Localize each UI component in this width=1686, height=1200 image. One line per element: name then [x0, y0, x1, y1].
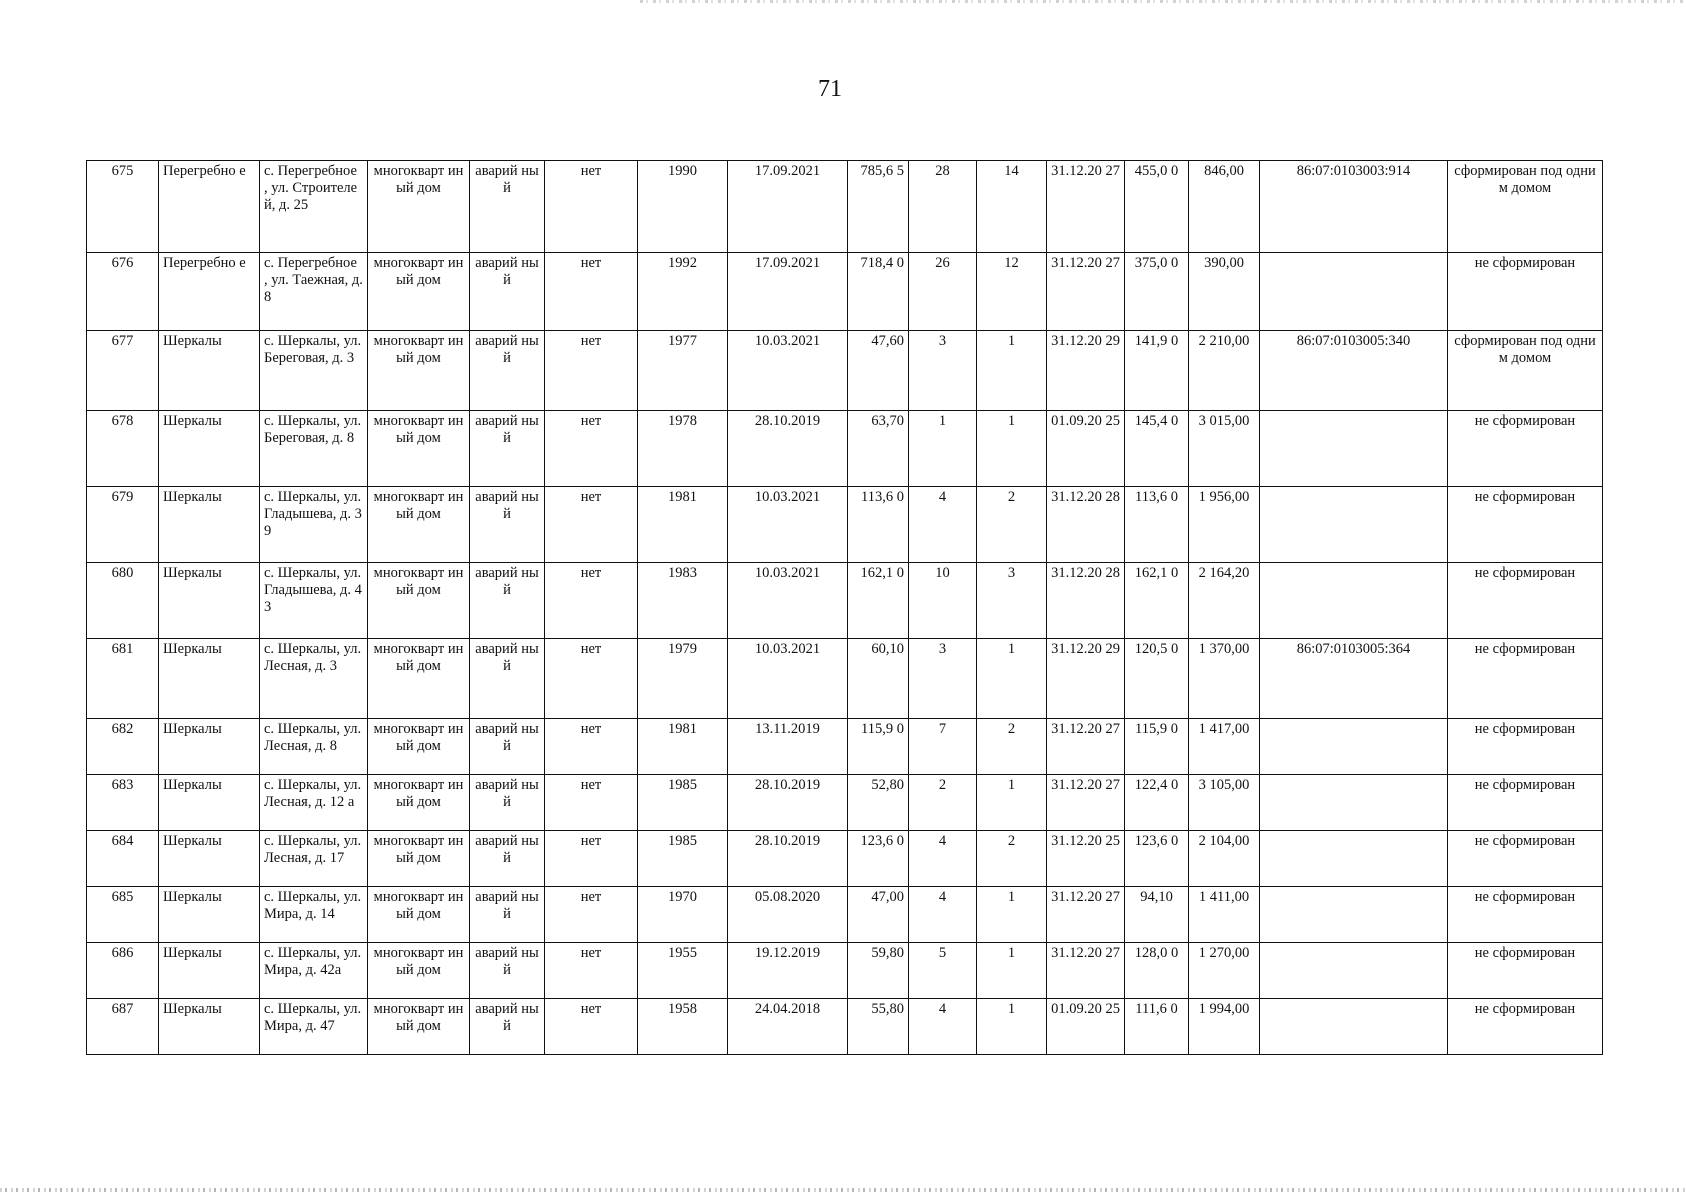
cell-date: 13.11.2019	[728, 719, 848, 775]
cell-cadastral	[1260, 943, 1448, 999]
cell-flag: нет	[545, 999, 638, 1055]
cell-year: 1979	[638, 639, 728, 719]
cell-area-2: 111,6 0	[1125, 999, 1189, 1055]
cell-year: 1981	[638, 487, 728, 563]
cell-cadastral: 86:07:0103005:340	[1260, 331, 1448, 411]
cell-date: 10.03.2021	[728, 639, 848, 719]
cell-apartments: 1	[977, 999, 1047, 1055]
cell-residents: 26	[909, 253, 977, 331]
cell-building-type: многокварт иный дом	[368, 943, 470, 999]
cell-year: 1990	[638, 161, 728, 253]
cell-date: 10.03.2021	[728, 331, 848, 411]
cell-flag: нет	[545, 563, 638, 639]
cell-address: с. Шеркалы, ул. Лесная, д. 17	[260, 831, 368, 887]
cell-deadline: 31.12.20 29	[1047, 639, 1125, 719]
cell-status: не сформирован	[1448, 411, 1603, 487]
cell-date: 24.04.2018	[728, 999, 848, 1055]
cell-cadastral	[1260, 487, 1448, 563]
cell-building-type: многокварт иный дом	[368, 563, 470, 639]
cell-date: 28.10.2019	[728, 411, 848, 487]
cell-number: 686	[87, 943, 159, 999]
cell-deadline: 31.12.20 28	[1047, 487, 1125, 563]
cell-address: с. Перегребное , ул. Строителей, д. 25	[260, 161, 368, 253]
table-row	[87, 999, 1603, 1055]
cell-land-area: 1 994,00	[1189, 999, 1260, 1055]
cell-cadastral	[1260, 887, 1448, 943]
cell-land-area: 3 015,00	[1189, 411, 1260, 487]
cell-area: 60,10	[848, 639, 909, 719]
cell-area: 115,9 0	[848, 719, 909, 775]
cell-flag: нет	[545, 719, 638, 775]
cell-residents: 4	[909, 487, 977, 563]
cell-building-type: многокварт иный дом	[368, 831, 470, 887]
cell-apartments: 1	[977, 411, 1047, 487]
cell-year: 1992	[638, 253, 728, 331]
cell-deadline: 31.12.20 29	[1047, 331, 1125, 411]
cell-deadline: 31.12.20 27	[1047, 161, 1125, 253]
cell-cadastral	[1260, 411, 1448, 487]
cell-area: 718,4 0	[848, 253, 909, 331]
cell-flag: нет	[545, 161, 638, 253]
cell-building-type: многокварт иный дом	[368, 331, 470, 411]
table-row	[87, 943, 1603, 999]
cell-building-type: многокварт иный дом	[368, 887, 470, 943]
cell-status: не сформирован	[1448, 943, 1603, 999]
page-number: 71	[818, 76, 842, 102]
cell-year: 1978	[638, 411, 728, 487]
cell-address: с. Шеркалы, ул. Мира, д. 47	[260, 999, 368, 1055]
cell-building-type: многокварт иный дом	[368, 253, 470, 331]
cell-land-area: 1 370,00	[1189, 639, 1260, 719]
cell-number: 682	[87, 719, 159, 775]
cell-area-2: 375,0 0	[1125, 253, 1189, 331]
cell-deadline: 31.12.20 27	[1047, 887, 1125, 943]
cell-condition: аварий ный	[470, 943, 545, 999]
scan-noise-bottom	[0, 1188, 1686, 1192]
cell-condition: аварий ный	[470, 331, 545, 411]
cell-date: 17.09.2021	[728, 161, 848, 253]
cell-address: с. Шеркалы, ул. Лесная, д. 12 а	[260, 775, 368, 831]
cell-apartments: 1	[977, 943, 1047, 999]
cell-address: с. Шеркалы, ул. Мира, д. 42а	[260, 943, 368, 999]
cell-number: 677	[87, 331, 159, 411]
cell-number: 681	[87, 639, 159, 719]
cell-number: 676	[87, 253, 159, 331]
cell-cadastral	[1260, 253, 1448, 331]
cell-locality: Шеркалы	[159, 563, 260, 639]
cell-residents: 3	[909, 331, 977, 411]
cell-building-type: многокварт иный дом	[368, 719, 470, 775]
cell-apartments: 2	[977, 831, 1047, 887]
cell-condition: аварий ный	[470, 775, 545, 831]
cell-land-area: 846,00	[1189, 161, 1260, 253]
table-row	[87, 161, 1603, 253]
table-row	[87, 331, 1603, 411]
cell-residents: 3	[909, 639, 977, 719]
cell-area-2: 113,6 0	[1125, 487, 1189, 563]
cell-status: не сформирован	[1448, 253, 1603, 331]
cell-status: не сформирован	[1448, 563, 1603, 639]
cell-residents: 1	[909, 411, 977, 487]
cell-locality: Шеркалы	[159, 999, 260, 1055]
cell-land-area: 3 105,00	[1189, 775, 1260, 831]
cell-area: 785,6 5	[848, 161, 909, 253]
cell-land-area: 1 411,00	[1189, 887, 1260, 943]
cell-year: 1958	[638, 999, 728, 1055]
cell-cadastral: 86:07:0103005:364	[1260, 639, 1448, 719]
cell-number: 679	[87, 487, 159, 563]
cell-area: 59,80	[848, 943, 909, 999]
cell-land-area: 1 956,00	[1189, 487, 1260, 563]
cell-cadastral	[1260, 775, 1448, 831]
cell-number: 680	[87, 563, 159, 639]
cell-flag: нет	[545, 331, 638, 411]
cell-building-type: многокварт иный дом	[368, 999, 470, 1055]
cell-number: 683	[87, 775, 159, 831]
table-row	[87, 775, 1603, 831]
cell-address: с. Шеркалы, ул. Гладышева, д. 39	[260, 487, 368, 563]
cell-date: 10.03.2021	[728, 487, 848, 563]
cell-apartments: 3	[977, 563, 1047, 639]
cell-status: сформирован под одним домом	[1448, 331, 1603, 411]
cell-cadastral	[1260, 999, 1448, 1055]
cell-number: 687	[87, 999, 159, 1055]
cell-year: 1981	[638, 719, 728, 775]
cell-condition: аварий ный	[470, 639, 545, 719]
cell-number: 678	[87, 411, 159, 487]
cell-area: 162,1 0	[848, 563, 909, 639]
cell-area-2: 145,4 0	[1125, 411, 1189, 487]
cell-locality: Перегребно е	[159, 253, 260, 331]
cell-cadastral: 86:07:0103003:914	[1260, 161, 1448, 253]
cell-residents: 4	[909, 887, 977, 943]
cell-cadastral	[1260, 719, 1448, 775]
cell-address: с. Шеркалы, ул. Береговая, д. 3	[260, 331, 368, 411]
cell-cadastral	[1260, 831, 1448, 887]
cell-address: с. Шеркалы, ул. Мира, д. 14	[260, 887, 368, 943]
cell-condition: аварий ный	[470, 487, 545, 563]
cell-apartments: 1	[977, 887, 1047, 943]
cell-deadline: 31.12.20 27	[1047, 253, 1125, 331]
cell-locality: Шеркалы	[159, 411, 260, 487]
cell-year: 1970	[638, 887, 728, 943]
cell-locality: Шеркалы	[159, 831, 260, 887]
cell-locality: Перегребно е	[159, 161, 260, 253]
table-row	[87, 719, 1603, 775]
cell-residents: 7	[909, 719, 977, 775]
cell-year: 1983	[638, 563, 728, 639]
cell-number: 684	[87, 831, 159, 887]
cell-condition: аварий ный	[470, 563, 545, 639]
table-row	[87, 487, 1603, 563]
cell-land-area: 2 210,00	[1189, 331, 1260, 411]
cell-land-area: 390,00	[1189, 253, 1260, 331]
cell-address: с. Шеркалы, ул. Лесная, д. 3	[260, 639, 368, 719]
cell-deadline: 31.12.20 27	[1047, 719, 1125, 775]
cell-area-2: 141,9 0	[1125, 331, 1189, 411]
cell-building-type: многокварт иный дом	[368, 487, 470, 563]
cell-residents: 10	[909, 563, 977, 639]
cell-area: 113,6 0	[848, 487, 909, 563]
cell-building-type: многокварт иный дом	[368, 639, 470, 719]
cell-year: 1985	[638, 775, 728, 831]
cell-land-area: 1 417,00	[1189, 719, 1260, 775]
cell-apartments: 1	[977, 331, 1047, 411]
cell-date: 17.09.2021	[728, 253, 848, 331]
cell-area-2: 455,0 0	[1125, 161, 1189, 253]
cell-condition: аварий ный	[470, 161, 545, 253]
cell-status: не сформирован	[1448, 719, 1603, 775]
cell-flag: нет	[545, 639, 638, 719]
cell-deadline: 31.12.20 27	[1047, 943, 1125, 999]
cell-area: 47,00	[848, 887, 909, 943]
cell-condition: аварий ный	[470, 831, 545, 887]
cell-residents: 4	[909, 999, 977, 1055]
cell-year: 1955	[638, 943, 728, 999]
cell-area-2: 162,1 0	[1125, 563, 1189, 639]
cell-residents: 4	[909, 831, 977, 887]
cell-area-2: 123,6 0	[1125, 831, 1189, 887]
cell-deadline: 31.12.20 25	[1047, 831, 1125, 887]
cell-flag: нет	[545, 775, 638, 831]
cell-date: 05.08.2020	[728, 887, 848, 943]
table-row	[87, 887, 1603, 943]
cell-area: 55,80	[848, 999, 909, 1055]
cell-status: не сформирован	[1448, 639, 1603, 719]
cell-area-2: 115,9 0	[1125, 719, 1189, 775]
cell-locality: Шеркалы	[159, 719, 260, 775]
scan-noise-top	[640, 0, 1686, 3]
cell-flag: нет	[545, 831, 638, 887]
cell-land-area: 2 104,00	[1189, 831, 1260, 887]
cell-area: 52,80	[848, 775, 909, 831]
cell-area-2: 128,0 0	[1125, 943, 1189, 999]
table-row	[87, 411, 1603, 487]
cell-area-2: 94,10	[1125, 887, 1189, 943]
cell-flag: нет	[545, 943, 638, 999]
cell-address: с. Шеркалы, ул. Лесная, д. 8	[260, 719, 368, 775]
cell-condition: аварий ный	[470, 887, 545, 943]
cell-flag: нет	[545, 487, 638, 563]
cell-area: 123,6 0	[848, 831, 909, 887]
table-row	[87, 253, 1603, 331]
cell-status: не сформирован	[1448, 487, 1603, 563]
table-row	[87, 831, 1603, 887]
cell-apartments: 2	[977, 719, 1047, 775]
cell-flag: нет	[545, 411, 638, 487]
table-row	[87, 639, 1603, 719]
cell-condition: аварий ный	[470, 719, 545, 775]
cell-status: не сформирован	[1448, 887, 1603, 943]
cell-apartments: 12	[977, 253, 1047, 331]
cell-area-2: 122,4 0	[1125, 775, 1189, 831]
cell-condition: аварий ный	[470, 999, 545, 1055]
cell-residents: 28	[909, 161, 977, 253]
cell-date: 28.10.2019	[728, 775, 848, 831]
cell-condition: аварий ный	[470, 411, 545, 487]
cell-area: 47,60	[848, 331, 909, 411]
cell-address: с. Шеркалы, ул. Береговая, д. 8	[260, 411, 368, 487]
cell-locality: Шеркалы	[159, 887, 260, 943]
cell-deadline: 31.12.20 27	[1047, 775, 1125, 831]
cell-apartments: 1	[977, 639, 1047, 719]
cell-apartments: 2	[977, 487, 1047, 563]
cell-deadline: 31.12.20 28	[1047, 563, 1125, 639]
cell-building-type: многокварт иный дом	[368, 411, 470, 487]
cell-locality: Шеркалы	[159, 331, 260, 411]
cell-residents: 5	[909, 943, 977, 999]
cell-date: 10.03.2021	[728, 563, 848, 639]
cell-locality: Шеркалы	[159, 943, 260, 999]
cell-area: 63,70	[848, 411, 909, 487]
cell-status: не сформирован	[1448, 831, 1603, 887]
cell-deadline: 01.09.20 25	[1047, 999, 1125, 1055]
cell-flag: нет	[545, 253, 638, 331]
table-row	[87, 563, 1603, 639]
cell-condition: аварий ный	[470, 253, 545, 331]
cell-flag: нет	[545, 887, 638, 943]
cell-year: 1985	[638, 831, 728, 887]
cell-apartments: 14	[977, 161, 1047, 253]
cell-building-type: многокварт иный дом	[368, 161, 470, 253]
cell-year: 1977	[638, 331, 728, 411]
cell-status: не сформирован	[1448, 999, 1603, 1055]
cell-locality: Шеркалы	[159, 639, 260, 719]
cell-locality: Шеркалы	[159, 487, 260, 563]
cell-status: не сформирован	[1448, 775, 1603, 831]
cell-number: 675	[87, 161, 159, 253]
cell-residents: 2	[909, 775, 977, 831]
cell-date: 28.10.2019	[728, 831, 848, 887]
cell-status: сформирован под одним домом	[1448, 161, 1603, 253]
cell-address: с. Перегребное , ул. Таежная, д. 8	[260, 253, 368, 331]
cell-cadastral	[1260, 563, 1448, 639]
cell-apartments: 1	[977, 775, 1047, 831]
housing-register-table	[86, 160, 1603, 1055]
cell-land-area: 2 164,20	[1189, 563, 1260, 639]
cell-date: 19.12.2019	[728, 943, 848, 999]
cell-building-type: многокварт иный дом	[368, 775, 470, 831]
cell-land-area: 1 270,00	[1189, 943, 1260, 999]
cell-deadline: 01.09.20 25	[1047, 411, 1125, 487]
cell-address: с. Шеркалы, ул. Гладышева, д. 43	[260, 563, 368, 639]
cell-area-2: 120,5 0	[1125, 639, 1189, 719]
cell-locality: Шеркалы	[159, 775, 260, 831]
cell-number: 685	[87, 887, 159, 943]
